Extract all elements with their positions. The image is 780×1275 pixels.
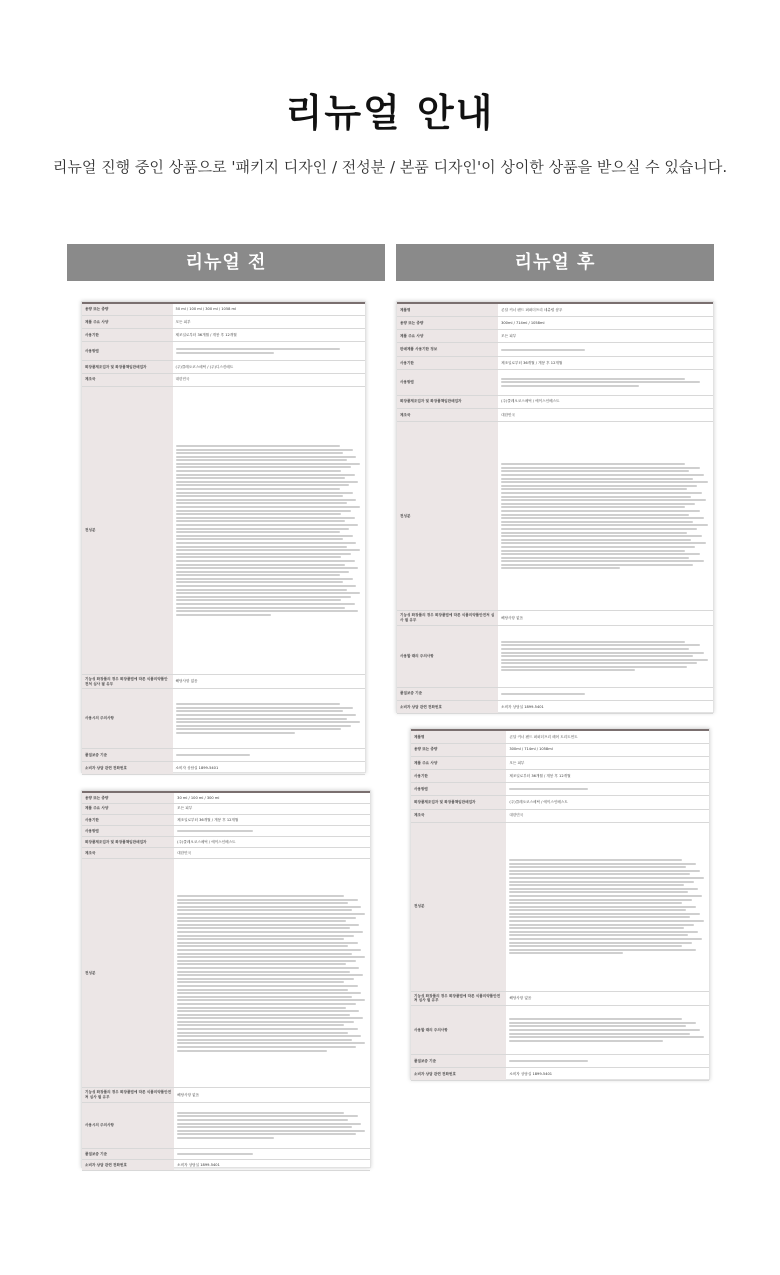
row-value [498, 330, 713, 343]
row-label: 기능성 화장품의 경우 화장품법에 따른 식품의약품안전처 심사 필 유무 [397, 611, 498, 625]
row-label: 전성분 [82, 859, 174, 1088]
row-value [498, 356, 713, 369]
row-value [506, 1005, 709, 1054]
table-row [82, 761, 365, 774]
fine-print-text-block [501, 378, 710, 387]
row-value-text: 콘달 커너 팬드 퍼퍼더프리 헤어 트리트먼트 [509, 734, 578, 739]
row-label: 사용방법 [82, 342, 173, 361]
row-label: 제품명 [397, 303, 498, 316]
row-value-text: 대한민국 [509, 813, 524, 818]
row-value [173, 316, 365, 329]
table-row [82, 837, 370, 848]
row-label: 용량 또는 중량 [397, 316, 498, 329]
table-row [397, 422, 713, 611]
row-label: 화장품제조업자 및 화장품책임판매업자 [82, 837, 174, 848]
table-row [397, 395, 713, 408]
row-value-text: (주)클레오코스메틱 / (주)디스킨메트 [175, 364, 234, 369]
fine-print-text-block [509, 1018, 706, 1042]
table-row [411, 991, 709, 1005]
row-value [173, 303, 365, 316]
row-value-text: 콘달 커너 팬드 퍼퍼더프리 네츄럴 샴푸 [501, 307, 563, 312]
row-value [506, 809, 709, 822]
row-label: 사용방법 [411, 783, 506, 796]
table-row [82, 814, 370, 825]
row-label: 제품 주요 사양 [397, 330, 498, 343]
table-row [411, 756, 709, 769]
page-title: 리뉴얼 안내 [285, 91, 495, 135]
row-value [506, 770, 709, 783]
table-row [82, 792, 370, 803]
table-row [397, 356, 713, 369]
row-label: 제조국 [82, 373, 173, 386]
row-value [498, 611, 713, 625]
row-value [174, 1149, 370, 1160]
row-label: 용량 또는 중량 [411, 743, 506, 756]
table-row [397, 687, 713, 700]
row-label: 전성분 [397, 422, 498, 611]
row-value [173, 386, 365, 674]
fine-print-text-block [501, 693, 710, 695]
row-label: 품질보증 기준 [411, 1055, 506, 1068]
row-value [174, 859, 370, 1088]
product-info-table [397, 302, 713, 714]
table-row [82, 748, 365, 761]
fine-print-text-block [501, 463, 710, 569]
row-value [498, 625, 713, 687]
row-value [173, 360, 365, 373]
table-row [411, 743, 709, 756]
row-label: 용량 또는 중량 [82, 303, 173, 316]
row-label: 전성분 [411, 822, 506, 991]
table-row [411, 822, 709, 991]
row-value [174, 1160, 370, 1171]
row-label: 소비자 상담 관련 전화번호 [397, 700, 498, 713]
row-value [498, 422, 713, 611]
row-value [506, 756, 709, 769]
row-value-text: 대한민국 [175, 377, 190, 382]
row-value-text: 모든 피부 [501, 334, 517, 339]
row-value-text: 소비자 상담실 1899-5401 [175, 765, 219, 770]
before-renewal-info-sheet-1 [81, 301, 366, 773]
row-label: 사용할 때의 주의사항 [397, 625, 498, 687]
row-label: 품질보증 기준 [397, 687, 498, 700]
row-value-text: 300ml / 714ml / 1058ml [501, 320, 545, 325]
table-row [82, 1088, 370, 1102]
fine-print-text-block [177, 1153, 367, 1155]
row-value [498, 343, 713, 356]
table-row [397, 316, 713, 329]
row-value [174, 792, 370, 803]
row-label: 화장품제조업자 및 화장품책임판매업자 [82, 360, 173, 373]
row-value-text: 소비자 상담실 1899-5401 [177, 1163, 220, 1168]
row-label: 제품 주요 사양 [82, 316, 173, 329]
row-value-text: 모든 피부 [175, 320, 191, 325]
row-value [506, 822, 709, 991]
row-label: 사용기한 [82, 814, 174, 825]
row-label: 소비자 상담 관련 전화번호 [82, 761, 173, 774]
row-value-text: 해당사항 없음 [177, 1092, 200, 1097]
table-row [411, 730, 709, 743]
table-row [82, 825, 370, 836]
row-value-text: 50 ml / 100 ml / 300 ml / 1058 ml [175, 307, 237, 312]
row-value [174, 825, 370, 836]
table-row [82, 360, 365, 373]
row-label: 소비자 상담 관련 전화번호 [411, 1068, 506, 1081]
row-value-text: 제조일로부터 36개월 / 개봉 후 12개월 [177, 817, 239, 822]
row-label: 품질보증 기준 [82, 748, 173, 761]
row-value [506, 991, 709, 1005]
table-row [82, 689, 365, 749]
table-row [82, 342, 365, 361]
row-label: 제조국 [82, 848, 174, 859]
row-value-text: 30 ml / 100 ml / 300 ml [177, 795, 220, 800]
table-row [411, 809, 709, 822]
table-row [411, 796, 709, 809]
row-value-text: 제조일로부터 36개월 / 개봉 후 12개월 [175, 332, 237, 337]
row-value [173, 748, 365, 761]
product-info-table [82, 791, 370, 1171]
page-subtitle: 리뉴얼 진행 중인 상품으로 '패키지 디자인 / 전성분 / 본품 디자인'이 상이한 상품을 받으실 수 있습니다. [52, 158, 728, 176]
row-label: 사용기한 [411, 770, 506, 783]
row-value-text: 대한민국 [501, 412, 515, 417]
row-value [506, 783, 709, 796]
row-label: 제품 주요 사양 [411, 756, 506, 769]
row-value [173, 689, 365, 749]
table-row [82, 329, 365, 342]
row-value [498, 408, 713, 421]
row-value-text: 모든 피부 [509, 760, 525, 765]
row-value [174, 803, 370, 814]
row-value-text: 제조일로부터 36개월 / 개봉 후 12개월 [501, 360, 563, 365]
fine-print-text-block [509, 859, 706, 954]
product-info-table [82, 302, 365, 775]
row-value [498, 370, 713, 395]
fine-print-text-block [177, 895, 367, 1052]
after-renewal-info-sheet-1 [396, 301, 714, 713]
before-renewal-header: 리뉴얼 전 [67, 244, 385, 281]
table-row [82, 386, 365, 674]
row-value-text: 해당사항 없음 [175, 679, 198, 684]
row-label: 기능성 화장품의 경우 화장품법에 따른 식품의약품안전처 심사 필 유무 [82, 675, 173, 689]
table-row [411, 1055, 709, 1068]
row-value [498, 395, 713, 408]
row-value [506, 796, 709, 809]
row-value-text: (주)클레오코스메틱 / 에이스인베스트 [509, 800, 568, 805]
row-value [174, 1102, 370, 1149]
row-value-text: 소비자 상담실 1899-5401 [509, 1071, 553, 1076]
table-row [82, 848, 370, 859]
table-row [397, 611, 713, 625]
table-row [397, 330, 713, 343]
before-renewal-info-sheet-2 [81, 790, 371, 1168]
fine-print-text-block [176, 754, 362, 756]
row-label: 사용시의 주의사항 [82, 1102, 174, 1149]
row-value [498, 700, 713, 713]
row-label: 제품 주요 사양 [82, 803, 174, 814]
table-row [82, 675, 365, 689]
table-row [411, 1005, 709, 1054]
row-label: 사용기한 [397, 356, 498, 369]
row-label: 제조국 [397, 408, 498, 421]
table-row [411, 783, 709, 796]
table-row [397, 370, 713, 395]
row-label: 기능성 화장품의 경우 화장품법에 따른 식품의약품안전처 심사 필 유무 [82, 1088, 174, 1102]
row-value [506, 1055, 709, 1068]
row-label: 기능성 화장품의 경우 화장품법에 따른 식품의약품안전처 심사 필 유무 [411, 991, 506, 1005]
row-value-text: 제조일로부터 36개월 / 개봉 후 12개월 [509, 773, 571, 778]
table-row [82, 1160, 370, 1171]
row-value [173, 342, 365, 361]
row-value [173, 373, 365, 386]
row-label: 화장품제조업자 및 화장품책임판매업자 [397, 395, 498, 408]
row-value-text: 대한민국 [177, 850, 192, 855]
table-row [397, 625, 713, 687]
table-row [82, 373, 365, 386]
after-renewal-header: 리뉴얼 후 [396, 244, 714, 281]
after-renewal-info-sheet-2 [410, 728, 710, 1080]
fine-print-text-block [501, 349, 710, 351]
row-value-text: (주)클레오코스메틱 / 에이스인베스트 [501, 399, 560, 404]
product-info-table [411, 729, 709, 1081]
row-label: 소비자 상담 관련 전화번호 [82, 1160, 174, 1171]
table-row [397, 700, 713, 713]
row-value [173, 329, 365, 342]
table-row [82, 859, 370, 1088]
row-value [506, 730, 709, 743]
row-label: 전성분 [82, 386, 173, 674]
row-value [498, 303, 713, 316]
row-label: 사용할 때의 주의사항 [411, 1005, 506, 1054]
row-value [174, 848, 370, 859]
fine-print-text-block [509, 1060, 706, 1062]
row-value [506, 1068, 709, 1081]
row-value [173, 761, 365, 774]
row-value-text: 300ml / 714ml / 1058ml [509, 747, 553, 752]
row-value-text: 해당사항 없음 [509, 996, 532, 1000]
fine-print-text-block [176, 445, 362, 616]
fine-print-text-block [177, 1112, 367, 1139]
row-label: 판매제품 사용기한 정보 [397, 343, 498, 356]
table-row [397, 303, 713, 316]
row-value [506, 743, 709, 756]
row-label: 사용시의 주의사항 [82, 689, 173, 749]
fine-print-text-block [177, 830, 367, 832]
table-row [82, 1102, 370, 1149]
table-row [82, 316, 365, 329]
table-row [82, 803, 370, 814]
row-value-text: (주)클레오코스메틱 / 에이스인베스트 [177, 839, 236, 844]
table-row [411, 770, 709, 783]
fine-print-text-block [501, 641, 710, 672]
row-value [174, 814, 370, 825]
row-value [173, 675, 365, 689]
row-label: 화장품제조업자 및 화장품책임판매업자 [411, 796, 506, 809]
row-label: 사용방법 [397, 370, 498, 395]
row-label: 용량 또는 중량 [82, 792, 174, 803]
table-row [82, 1149, 370, 1160]
row-value [498, 687, 713, 700]
row-label: 제품명 [411, 730, 506, 743]
row-value [174, 837, 370, 848]
table-row [397, 343, 713, 356]
row-label: 제조국 [411, 809, 506, 822]
row-label: 사용방법 [82, 825, 174, 836]
fine-print-text-block [509, 788, 706, 790]
fine-print-text-block [176, 348, 362, 354]
row-value [498, 316, 713, 329]
fine-print-text-block [176, 703, 362, 734]
row-label: 사용기한 [82, 329, 173, 342]
row-label: 품질보증 기준 [82, 1149, 174, 1160]
table-row [82, 303, 365, 316]
table-row [411, 1068, 709, 1081]
row-value-text: 모든 피부 [177, 806, 193, 811]
row-value-text: 해당사항 없음 [501, 615, 524, 620]
row-value-text: 소비자 상담실 1899-5401 [501, 704, 544, 709]
row-value [174, 1088, 370, 1102]
table-row [397, 408, 713, 421]
